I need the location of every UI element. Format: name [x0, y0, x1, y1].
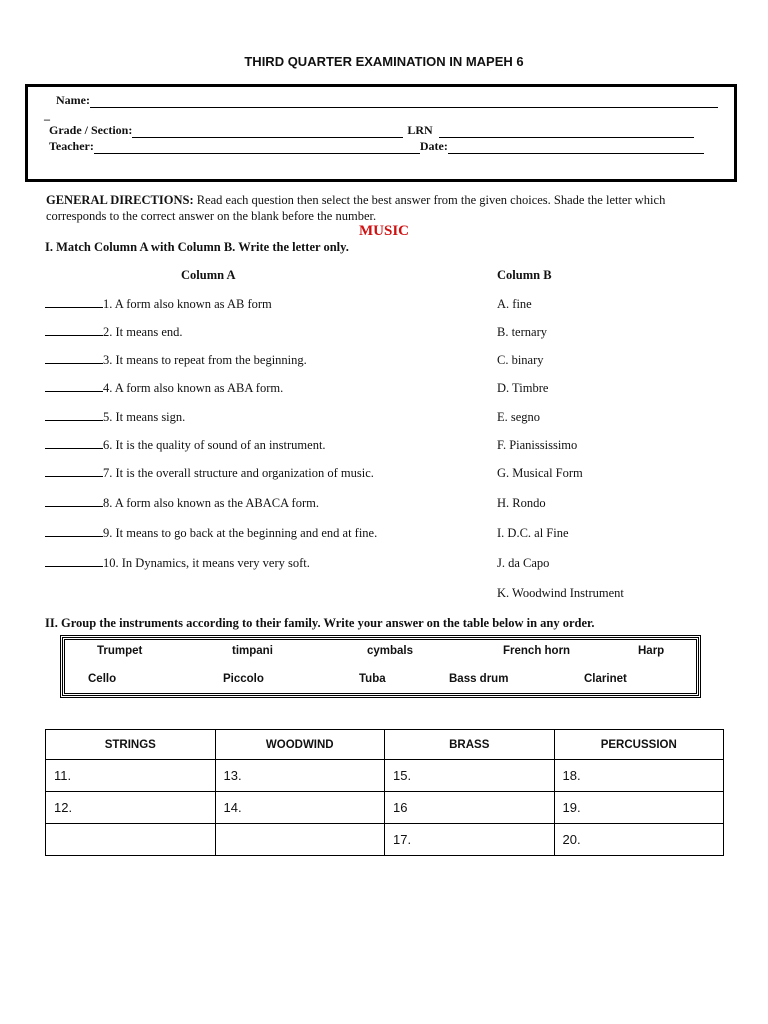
column-a-item: 4. A form also known as ABA form. — [45, 381, 283, 396]
general-directions — [46, 192, 726, 224]
date-label: Date: — [419, 139, 448, 153]
table-cell[interactable]: 20. — [554, 824, 724, 856]
table-cell[interactable]: 13. — [215, 760, 385, 792]
name-label: Name: — [56, 93, 90, 107]
column-a-item: 1. A form also known as AB form — [45, 297, 272, 312]
column-b-item: G. Musical Form — [497, 466, 583, 480]
column-b-title: Column B — [497, 268, 552, 282]
column-a-item: 7. It is the overall structure and organization of music. — [45, 466, 374, 481]
name-row — [56, 93, 718, 108]
instrument-word: cymbals — [367, 645, 414, 657]
answer-blank[interactable] — [45, 381, 103, 392]
header-strings: STRINGS — [46, 730, 216, 760]
table-cell[interactable]: 15. — [385, 760, 555, 792]
column-a-item: 10. In Dynamics, it means very very soft. — [45, 556, 310, 571]
part1-heading: I. Match Column A with Column B. Write the letter only. — [45, 240, 349, 254]
instrument-word: Cello — [88, 673, 117, 685]
answer-blank[interactable] — [45, 297, 103, 308]
column-b-item: A. fine — [497, 297, 532, 311]
instrument-word: Piccolo — [223, 673, 264, 685]
teacher-field[interactable] — [94, 142, 420, 154]
column-b-item: B. ternary — [497, 325, 547, 339]
grade-section-label: Grade / Section: — [49, 123, 133, 137]
table-header-row — [46, 730, 724, 760]
answer-blank[interactable] — [45, 325, 103, 336]
lrn-label: LRN — [407, 123, 433, 137]
header-brass: BRASS — [385, 730, 555, 760]
stray-mark: _ — [44, 108, 50, 122]
date-field[interactable] — [448, 142, 704, 154]
table-cell[interactable]: 19. — [554, 792, 724, 824]
column-a-item: 6. It is the quality of sound of an instrument. — [45, 438, 326, 453]
teacher-label: Teacher: — [49, 139, 94, 153]
answer-blank[interactable] — [45, 466, 103, 477]
name-field[interactable] — [90, 96, 718, 108]
header-percussion: PERCUSSION — [554, 730, 724, 760]
table-cell[interactable]: 14. — [215, 792, 385, 824]
instrument-word: Harp — [638, 645, 665, 657]
column-a-item: 8. A form also known as the ABACA form. — [45, 496, 319, 511]
grade-row — [49, 123, 694, 138]
answer-blank[interactable] — [45, 353, 103, 364]
instrument-word: Tuba — [359, 673, 386, 685]
subject-heading: MUSIC — [358, 223, 409, 239]
column-b-item: H. Rondo — [497, 496, 546, 510]
table-cell[interactable]: 18. — [554, 760, 724, 792]
table-cell[interactable] — [215, 824, 385, 856]
column-a-item: 5. It means sign. — [45, 410, 185, 425]
answer-blank[interactable] — [45, 496, 103, 507]
table-cell[interactable]: 11. — [46, 760, 216, 792]
lrn-field[interactable] — [439, 126, 694, 138]
column-b-item: E. segno — [497, 410, 541, 424]
part2-heading: II. Group the instruments according to their family. Write your answer on the table below in any order. — [45, 616, 595, 630]
instrument-word: timpani — [232, 645, 273, 657]
column-b-item: J. da Capo — [497, 556, 550, 570]
header-woodwind: WOODWIND — [215, 730, 385, 760]
answer-blank[interactable] — [45, 438, 103, 449]
column-b-item: I. D.C. al Fine — [497, 526, 569, 540]
instrument-word: Clarinet — [584, 673, 627, 685]
column-b-item: K. Woodwind Instrument — [497, 586, 624, 600]
instrument-word: Bass drum — [449, 673, 509, 685]
directions-text: Read each question then select the best answer from the given choices. Shade the letter which corresponds to the correct answer on the blank before the number. — [46, 193, 666, 223]
column-a-item: 2. It means end. — [45, 325, 183, 340]
table-cell[interactable] — [46, 824, 216, 856]
column-a-item: 9. It means to go back at the beginning and end at fine. — [45, 526, 377, 541]
column-b-item: C. binary — [497, 353, 544, 367]
answer-blank[interactable] — [45, 410, 103, 421]
exam-title: THIRD QUARTER EXAMINATION IN MAPEH 6 — [244, 54, 524, 69]
instrument-word: Trumpet — [97, 645, 143, 657]
instrument-word: French horn — [503, 645, 571, 657]
teacher-row — [49, 139, 704, 154]
table-cell[interactable]: 17. — [385, 824, 555, 856]
instrument-family-table — [45, 729, 724, 856]
table-row — [46, 760, 724, 792]
column-b-item: D. Timbre — [497, 381, 549, 395]
table-cell[interactable]: 16 — [385, 792, 555, 824]
column-a-item: 3. It means to repeat from the beginning. — [45, 353, 307, 368]
answer-blank[interactable] — [45, 526, 103, 537]
grade-section-field[interactable] — [132, 126, 403, 138]
table-row — [46, 824, 724, 856]
table-cell[interactable]: 12. — [46, 792, 216, 824]
answer-blank[interactable] — [45, 556, 103, 567]
column-a-title: Column A — [181, 268, 236, 282]
directions-label: GENERAL DIRECTIONS: — [46, 193, 194, 207]
table-row — [46, 792, 724, 824]
column-b-item: F. Pianississimo — [497, 438, 578, 452]
